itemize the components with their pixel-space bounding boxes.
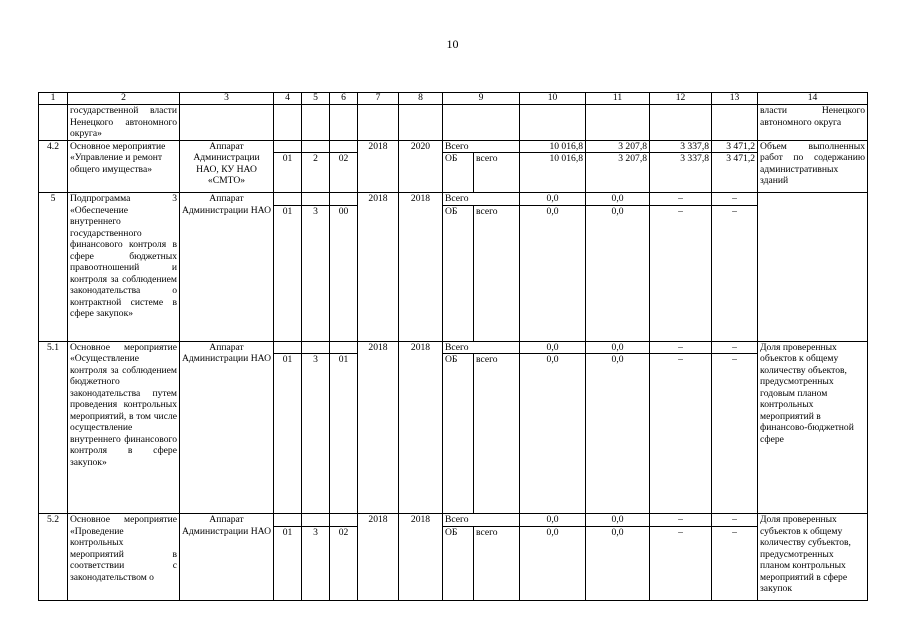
header-cell: 3: [180, 93, 274, 105]
code-cell: 01: [274, 205, 302, 341]
value-cell: 0,0: [520, 526, 586, 600]
code-cell: 3: [302, 354, 330, 514]
header-cell: 14: [758, 93, 868, 105]
row-number: 5.1: [39, 341, 68, 514]
value-cell: 3 207,8: [586, 140, 650, 153]
value-cell: 0,0: [520, 205, 586, 341]
measure-name: Подпрограмма 3 «Обеспечение внутреннего государственного финансового контроля в сфере бюджетных правоотношений и контроля за соблюдением законодательства о контрактной системе в сфере закупок»: [68, 193, 180, 342]
value-cell: –: [712, 193, 758, 206]
value-cell: 10 016,8: [520, 140, 586, 153]
header-cell: 8: [399, 93, 443, 105]
source-total: Всего: [443, 514, 520, 527]
value-cell: –: [712, 514, 758, 527]
code-cell: 01: [274, 354, 302, 514]
header-cell: 6: [330, 93, 358, 105]
source-ob: ОБ: [443, 153, 474, 193]
row-number: 5: [39, 193, 68, 342]
value-cell: 3 207,8: [586, 153, 650, 193]
end-year: 2020: [399, 140, 443, 193]
header-row: [39, 93, 868, 105]
value-cell: 10 016,8: [520, 153, 586, 193]
executor: Аппарат Администрации НАО: [180, 514, 274, 601]
executor: Аппарат Администрации НАО, КУ НАО «СМТО»: [180, 140, 274, 193]
table-row: [39, 341, 868, 354]
table-row: [39, 140, 868, 153]
end-year: 2018: [399, 193, 443, 342]
value-cell: –: [650, 526, 712, 600]
start-year: 2018: [358, 140, 399, 193]
value-cell: –: [712, 354, 758, 514]
start-year: 2018: [358, 341, 399, 514]
executor: Аппарат Администрации НАО: [180, 193, 274, 342]
value-cell: –: [650, 193, 712, 206]
table-row: [39, 105, 868, 141]
source-total-sub: всего: [474, 205, 520, 341]
result-text: Доля проверенных объектов к общему количеству объектов, предусмотренных годовым планом контрольных мероприятий в финансово-бюджетной сфере: [758, 341, 868, 514]
source-total: Всего: [443, 193, 520, 206]
value-cell: 3 337,8: [650, 153, 712, 193]
end-year: 2018: [399, 514, 443, 601]
value-cell: –: [650, 514, 712, 527]
value-cell: 0,0: [586, 193, 650, 206]
value-cell: 0,0: [586, 341, 650, 354]
program-table: [38, 92, 868, 601]
row-number: 5.2: [39, 514, 68, 601]
start-year: 2018: [358, 193, 399, 342]
header-cell: 11: [586, 93, 650, 105]
value-cell: –: [650, 354, 712, 514]
value-cell: –: [712, 205, 758, 341]
source-ob: ОБ: [443, 205, 474, 341]
start-year: 2018: [358, 514, 399, 601]
code-cell: 00: [330, 205, 358, 341]
value-cell: 0,0: [586, 354, 650, 514]
source-total-sub: всего: [474, 354, 520, 514]
value-cell: 3 337,8: [650, 140, 712, 153]
code-cell: 01: [330, 354, 358, 514]
source-ob: ОБ: [443, 354, 474, 514]
header-cell: 12: [650, 93, 712, 105]
result-text: власти Ненецкого автономного округа: [758, 105, 868, 141]
header-cell: 10: [520, 93, 586, 105]
value-cell: 0,0: [520, 514, 586, 527]
header-cell: 7: [358, 93, 399, 105]
value-cell: –: [650, 341, 712, 354]
measure-name: Основное мероприятие «Управление и ремонт общего имущества»: [68, 140, 180, 193]
value-cell: 0,0: [586, 526, 650, 600]
measure-name: Основное мероприятие «Проведение контрольных мероприятий в соответствии с законодательством о: [68, 514, 180, 601]
code-cell: 2: [302, 153, 330, 193]
code-cell: 3: [302, 526, 330, 600]
value-cell: –: [712, 526, 758, 600]
source-total-sub: всего: [474, 526, 520, 600]
source-total: Всего: [443, 341, 520, 354]
value-cell: 0,0: [586, 205, 650, 341]
table-row: [39, 193, 868, 206]
measure-name: Основное мероприятие «Осуществление контроля за соблюдением бюджетного законодательства путем проведения контрольных мероприятий, в том числе осуществление внутреннего финансового контроля в сфере закупок»: [68, 341, 180, 514]
header-cell: 9: [443, 93, 520, 105]
header-cell: 2: [68, 93, 180, 105]
header-cell: 13: [712, 93, 758, 105]
value-cell: 0,0: [520, 193, 586, 206]
executor: Аппарат Администрации НАО: [180, 341, 274, 514]
code-cell: 3: [302, 205, 330, 341]
row-number: 4.2: [39, 140, 68, 193]
end-year: 2018: [399, 341, 443, 514]
header-cell: 1: [39, 93, 68, 105]
result-text: Объем выполненных работ по содержанию административных зданий: [758, 140, 868, 193]
value-cell: –: [650, 205, 712, 341]
value-cell: 0,0: [586, 514, 650, 527]
value-cell: 3 471,2: [712, 140, 758, 153]
result-text: [758, 193, 868, 342]
measure-name: государственной власти Ненецкого автономного округа»: [68, 105, 180, 141]
table-row: [39, 514, 868, 527]
source-total: Всего: [443, 140, 520, 153]
value-cell: 0,0: [520, 341, 586, 354]
code-cell: 02: [330, 526, 358, 600]
header-cell: 4: [274, 93, 302, 105]
source-total-sub: всего: [474, 153, 520, 193]
result-text: Доля проверенных субъектов к общему количеству субъектов, предусмотренных планом контрольных мероприятий в сфере закупок: [758, 514, 868, 601]
code-cell: 01: [274, 153, 302, 193]
code-cell: 01: [274, 526, 302, 600]
code-cell: 02: [330, 153, 358, 193]
value-cell: 3 471,2: [712, 153, 758, 193]
value-cell: –: [712, 341, 758, 354]
header-cell: 5: [302, 93, 330, 105]
page-number: 10: [446, 37, 459, 51]
source-ob: ОБ: [443, 526, 474, 600]
value-cell: 0,0: [520, 354, 586, 514]
